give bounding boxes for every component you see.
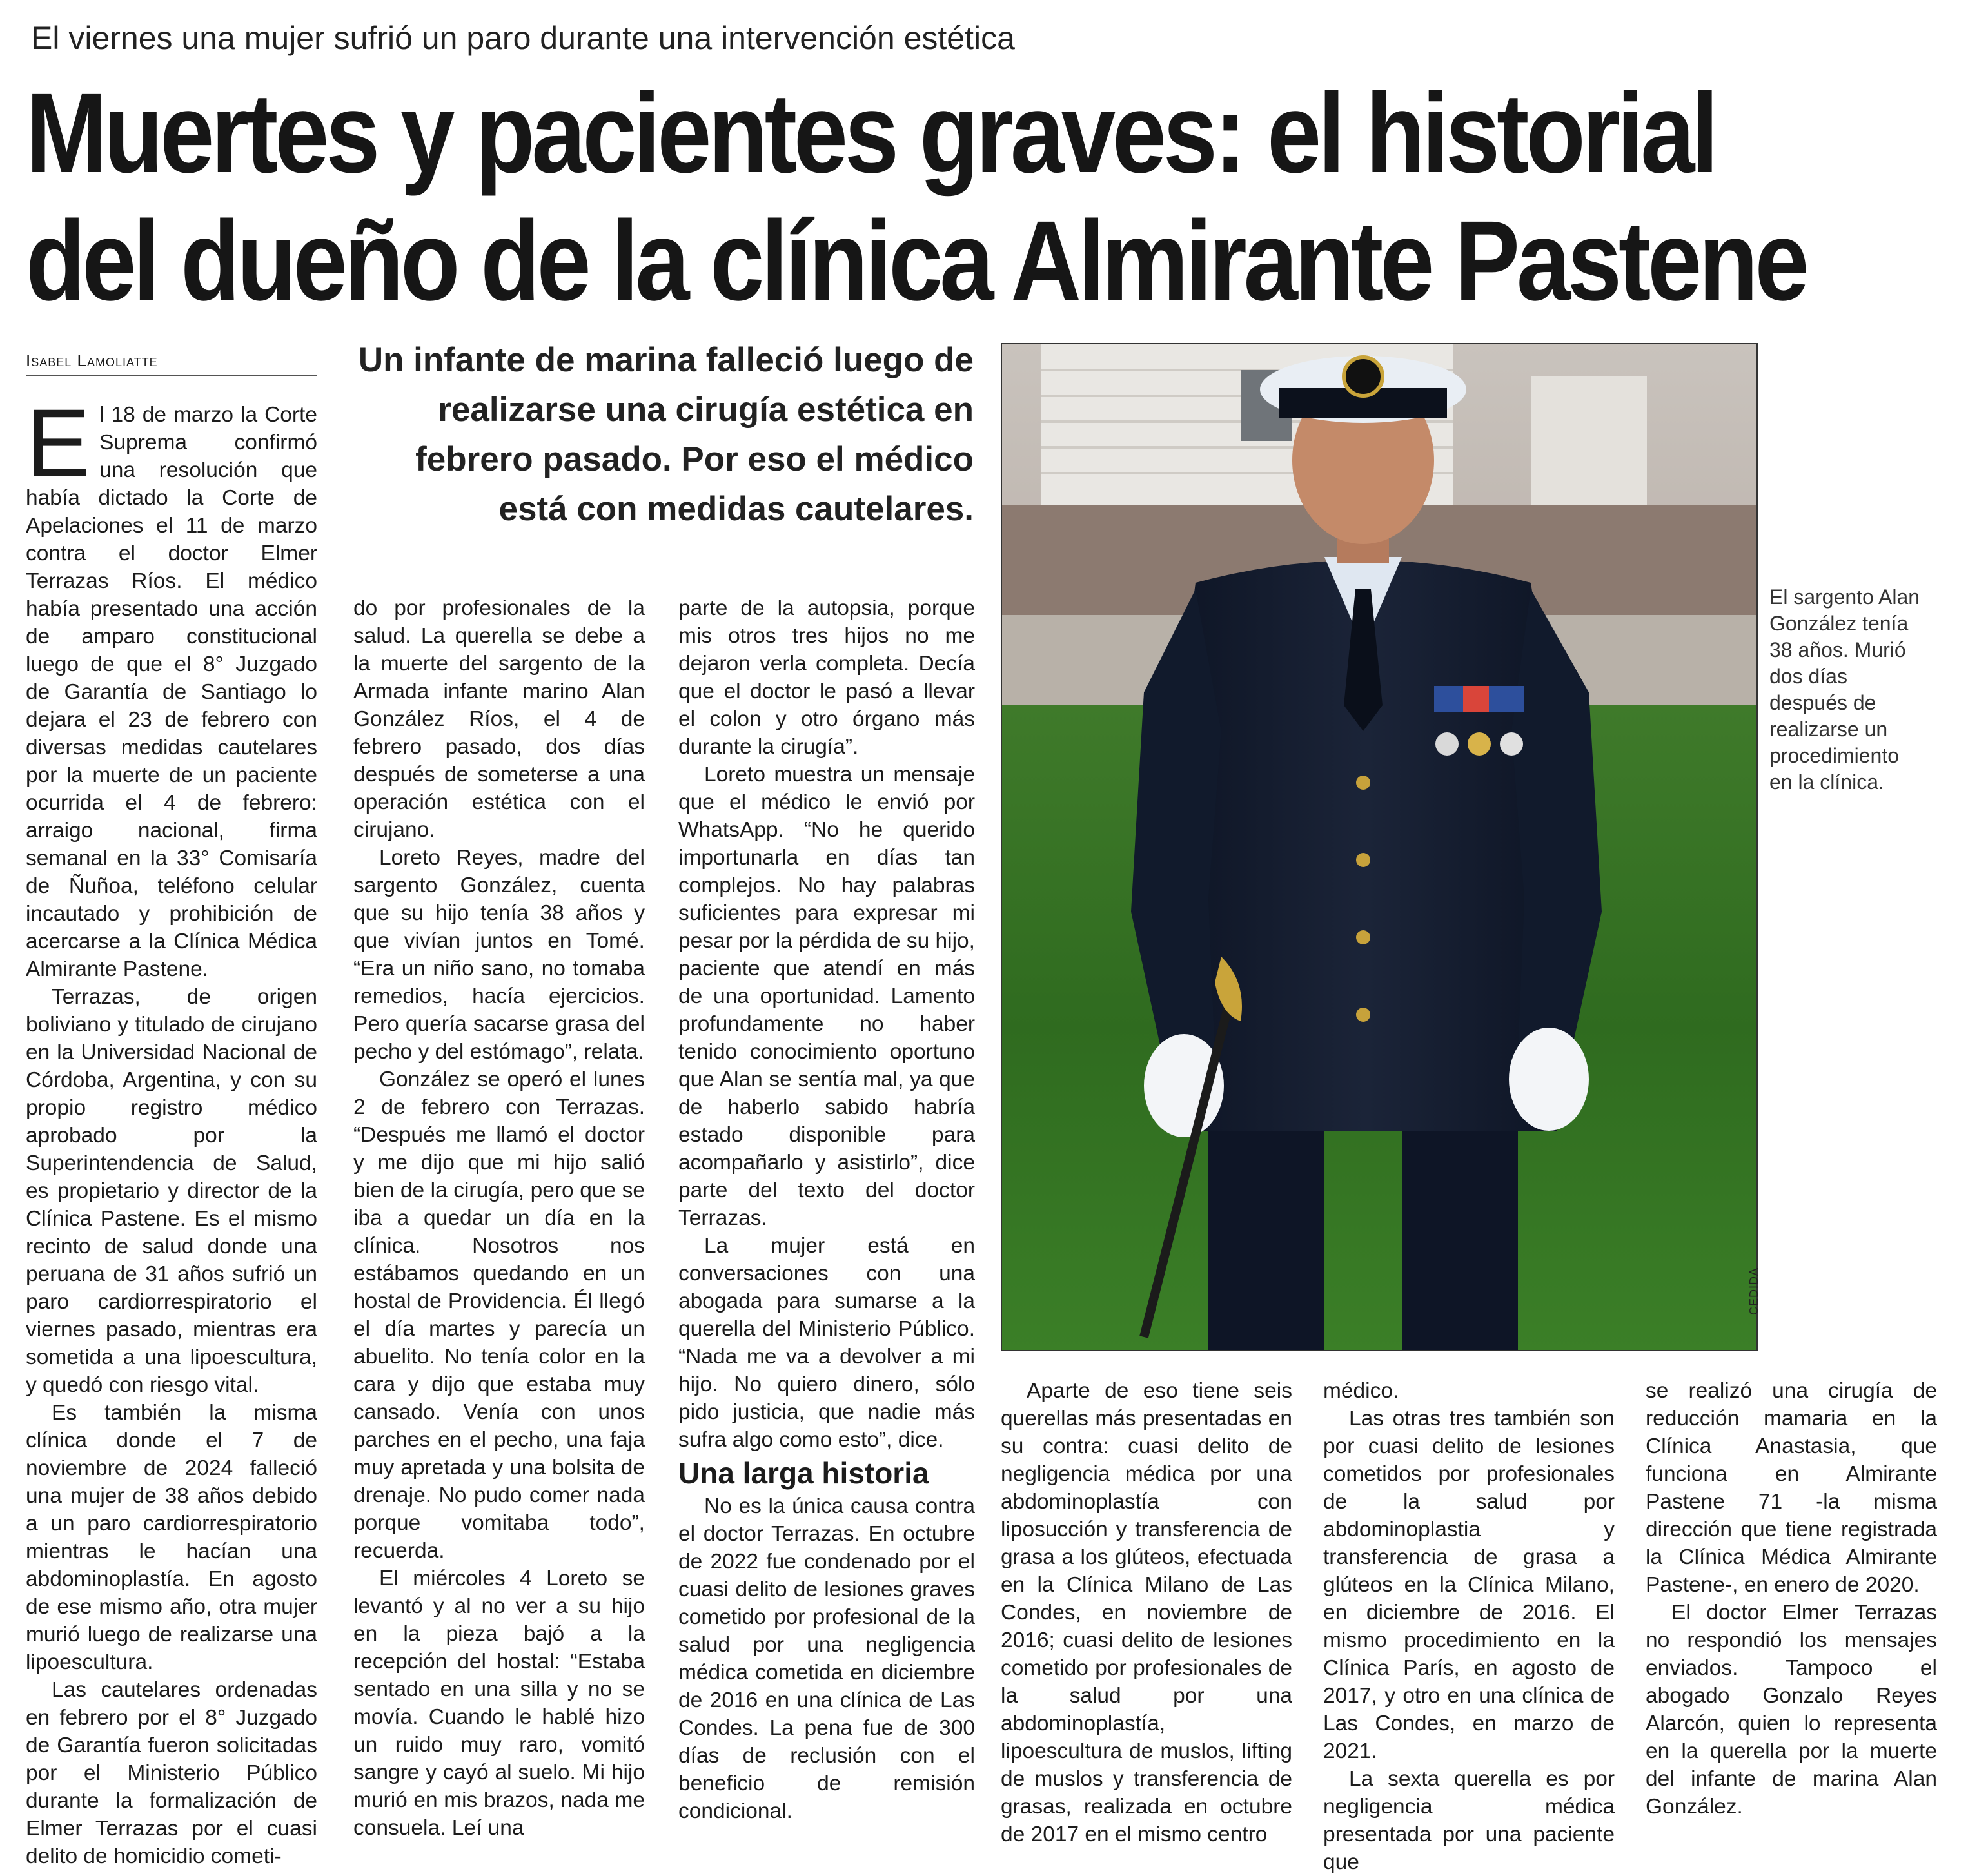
article-column-5	[1323, 1377, 1615, 1876]
paragraph: La sexta querella es por negligencia médica presentada por una paciente que	[1323, 1767, 1615, 1874]
paragraph: parte de la autopsia, porque mis otros tres hijos no me dejaron verla completa. Decía que el doctor le pasó a llevar el colon y otro órgano más durante la cirugía”.	[678, 596, 975, 759]
article-column-6	[1646, 1377, 1937, 1821]
article-column-2	[353, 594, 645, 1842]
photo-sargento-alan-gonzalez	[1001, 343, 1758, 1351]
paragraph: La mujer está en conversaciones con una abogada para sumarse a la querella del Ministerio Público. “Nada me va a devolver a mi hijo. No quiero dinero, sólo pido justicia, que nadie más sufra algo como esto”, dice.	[678, 1234, 975, 1452]
portrait-illustration	[1002, 344, 1756, 1350]
paragraph: Terrazas, de origen boliviano y titulado de cirujano en la Universidad Nacional de Córdoba, Argentina, y con su propio registro médico aprobado por la Superintendencia de Salud, es propietario y director de la Clínica Pastene. Es el mismo recinto de salud donde una peruana de 31 años sufrió un paro cardiorrespiratorio el viernes pasado, mientras era sometida a una lipoescultura, y quedó con riesgo vital.	[26, 985, 317, 1397]
headline-line-1: Muertes y pacientes graves: el historial	[26, 70, 1716, 197]
paragraph: El 18 de marzo la Corte Suprema confirmó una resolución que había dictado la Corte de Apelaciones el 11 de marzo contra el doctor Elmer Terrazas Ríos. El médico había presentado una acción de amparo constitucional luego de que el 8° Juzgado de Garantía de Santiago lo dejara el 23 de febrero con diversas medidas cautelares por la muerte de un paciente ocurrida el 4 de febrero: arraigo nacional, firma semanal en la 33° Comisaría de Ñuñoa, teléfono celular incautado y prohibición de acercarse a la Clínica Médica Almirante Pastene.	[26, 389, 317, 981]
paragraph: Las otras tres también son por cuasi delito de lesiones cometidos por profesionales de la salud por abdominoplastia y transferencia de grasa a glúteos en la Clínica Milano, en diciembre de 2016. El mismo procedimiento en la Clínica París, en agosto de 2017, y otro en una clínica de Las Condes, en marzo de 2021.	[1323, 1407, 1615, 1763]
paragraph: Loreto muestra un mensaje que el médico le envió por WhatsApp. “No he querido importunarla en días tan complejos. No hay palabras suficientes para expresar mi pesar por la pérdida de su hijo, paciente que atendí en más de una oportunidad. Lamento profundamente no haber tenido conocimiento oportuno que Alan se sentía mal, ya que de haberlo sabido habría estado disponible para acompañarlo y asistirlo”, dice parte del texto del doctor Terrazas.	[678, 763, 975, 1230]
kicker: El viernes una mujer sufrió un paro durante una intervención estética	[31, 20, 1015, 56]
photo-caption: El sargento Alan González tenía 38 años. Murió dos días después de realizarse un procedimiento en la clínica.	[1769, 585, 1920, 794]
paragraph: do por profesionales de la salud. La querella se debe a la muerte del sargento de la Armada infante marino Alan González Ríos, el 4 de febrero pasado, dos días después de someterse a una operación estética con el cirujano.	[353, 596, 645, 842]
paragraph: El doctor Elmer Terrazas no respondió los mensajes enviados. Tampoco el abogado Gonzalo Reyes Alarcón, quien lo representa en la querella por la muerte del infante de marina Alan González.	[1646, 1601, 1937, 1819]
paragraph: Es también la misma clínica donde el 7 de noviembre de 2024 falleció una mujer de 38 años debido a un paro cardiorrespiratorio mientras le hacían una abdominoplastía. En agosto de ese mismo año, otra mujer murió luego de realizarse una lipoescultura.	[26, 1401, 317, 1674]
paragraph: No es la única causa contra el doctor Terrazas. En octubre de 2022 fue condenado por el cuasi delito de lesiones graves cometido por profesional de la salud por una negligencia médica cometida en diciembre de 2016 en una clínica de Las Condes. La pena fue de 300 días de reclusión con el beneficio de remisión condicional.	[678, 1494, 975, 1823]
headline	[26, 70, 1806, 325]
article-column-3	[678, 594, 975, 1825]
photo-credit: CEDIDA	[1747, 1267, 1760, 1315]
deck: Un infante de marina falleció luego de realizarse una cirugía estética en febrero pasado. Por eso el médico está con medidas cautelares.	[358, 341, 974, 528]
paragraph: Aparte de eso tiene seis querellas más presentadas en su contra: cuasi delito de negligencia médica por una abdominoplastía con liposucción y transferencia de grasa a los glúteos, efectuada en la Clínica Milano de Las Condes, en noviembre de 2016; cuasi delito de lesiones cometido por profesionales de la salud por una abdominoplastía, lipoescultura de muslos, lifting de muslos y transferencia de grasas, realizada en octubre de 2017 en el mismo centro	[1001, 1379, 1292, 1846]
paragraph: El miércoles 4 Loreto se levantó y al no ver a su hijo en la pieza bajó a la recepción del hostal: “Estaba sentado en una silla y no se movía. Cuando le hablé hizo un ruido muy raro, vomitó sangre y cayó al suelo. Mi hijo murió en mis brazos, nada me consuela. Leí una	[353, 1567, 645, 1840]
section-subhead: Una larga historia	[678, 1456, 929, 1490]
paragraph: González se operó el lunes 2 de febrero con Terrazas. “Después me llamó el doctor y me dijo que mi hijo salió bien de la cirugía, pero que se iba a quedar un día en la clínica. Nosotros nos estábamos quedando en un hostal de Providencia. Él llegó el día martes y parecía un abuelito. No tenía color en la cara y dijo que estaba muy cansado. Venía con unos parches en el pecho, una faja muy apretada y una bolsita de drenaje. No pudo comer nada porque vomitaba todo”, recuerda.	[353, 1068, 645, 1563]
paragraph: Loreto Reyes, madre del sargento González, cuenta que su hijo tenía 38 años y que vivían juntos en Tomé. “Era un niño sano, no tomaba remedios, hacía ejercicios. Pero quería sacarse grasa del pecho y del estómago”, relata.	[353, 846, 645, 1064]
paragraph: se realizó una cirugía de reducción mamaria en la Clínica Anastasia, que funciona en Almirante Pastene 71 -la misma dirección que tiene registrada la Clínica Médica Almirante Pastene-, en enero de 2020.	[1646, 1379, 1937, 1597]
article-column-4	[1001, 1377, 1292, 1848]
paragraph: Las cautelares ordenadas en febrero por el 8° Juzgado de Garantía fueron solicitadas por el Ministerio Público durante la formalización de Elmer Terrazas por el cuasi delito de homicidio cometi-	[26, 1678, 317, 1868]
headline-line-2: del dueño de la clínica Almirante Pastene	[26, 198, 1806, 324]
byline: Isabel Lamoliatte	[26, 351, 317, 376]
paragraph: médico.	[1323, 1379, 1399, 1403]
article-column-1	[26, 389, 317, 1870]
drop-cap: E	[26, 389, 91, 497]
